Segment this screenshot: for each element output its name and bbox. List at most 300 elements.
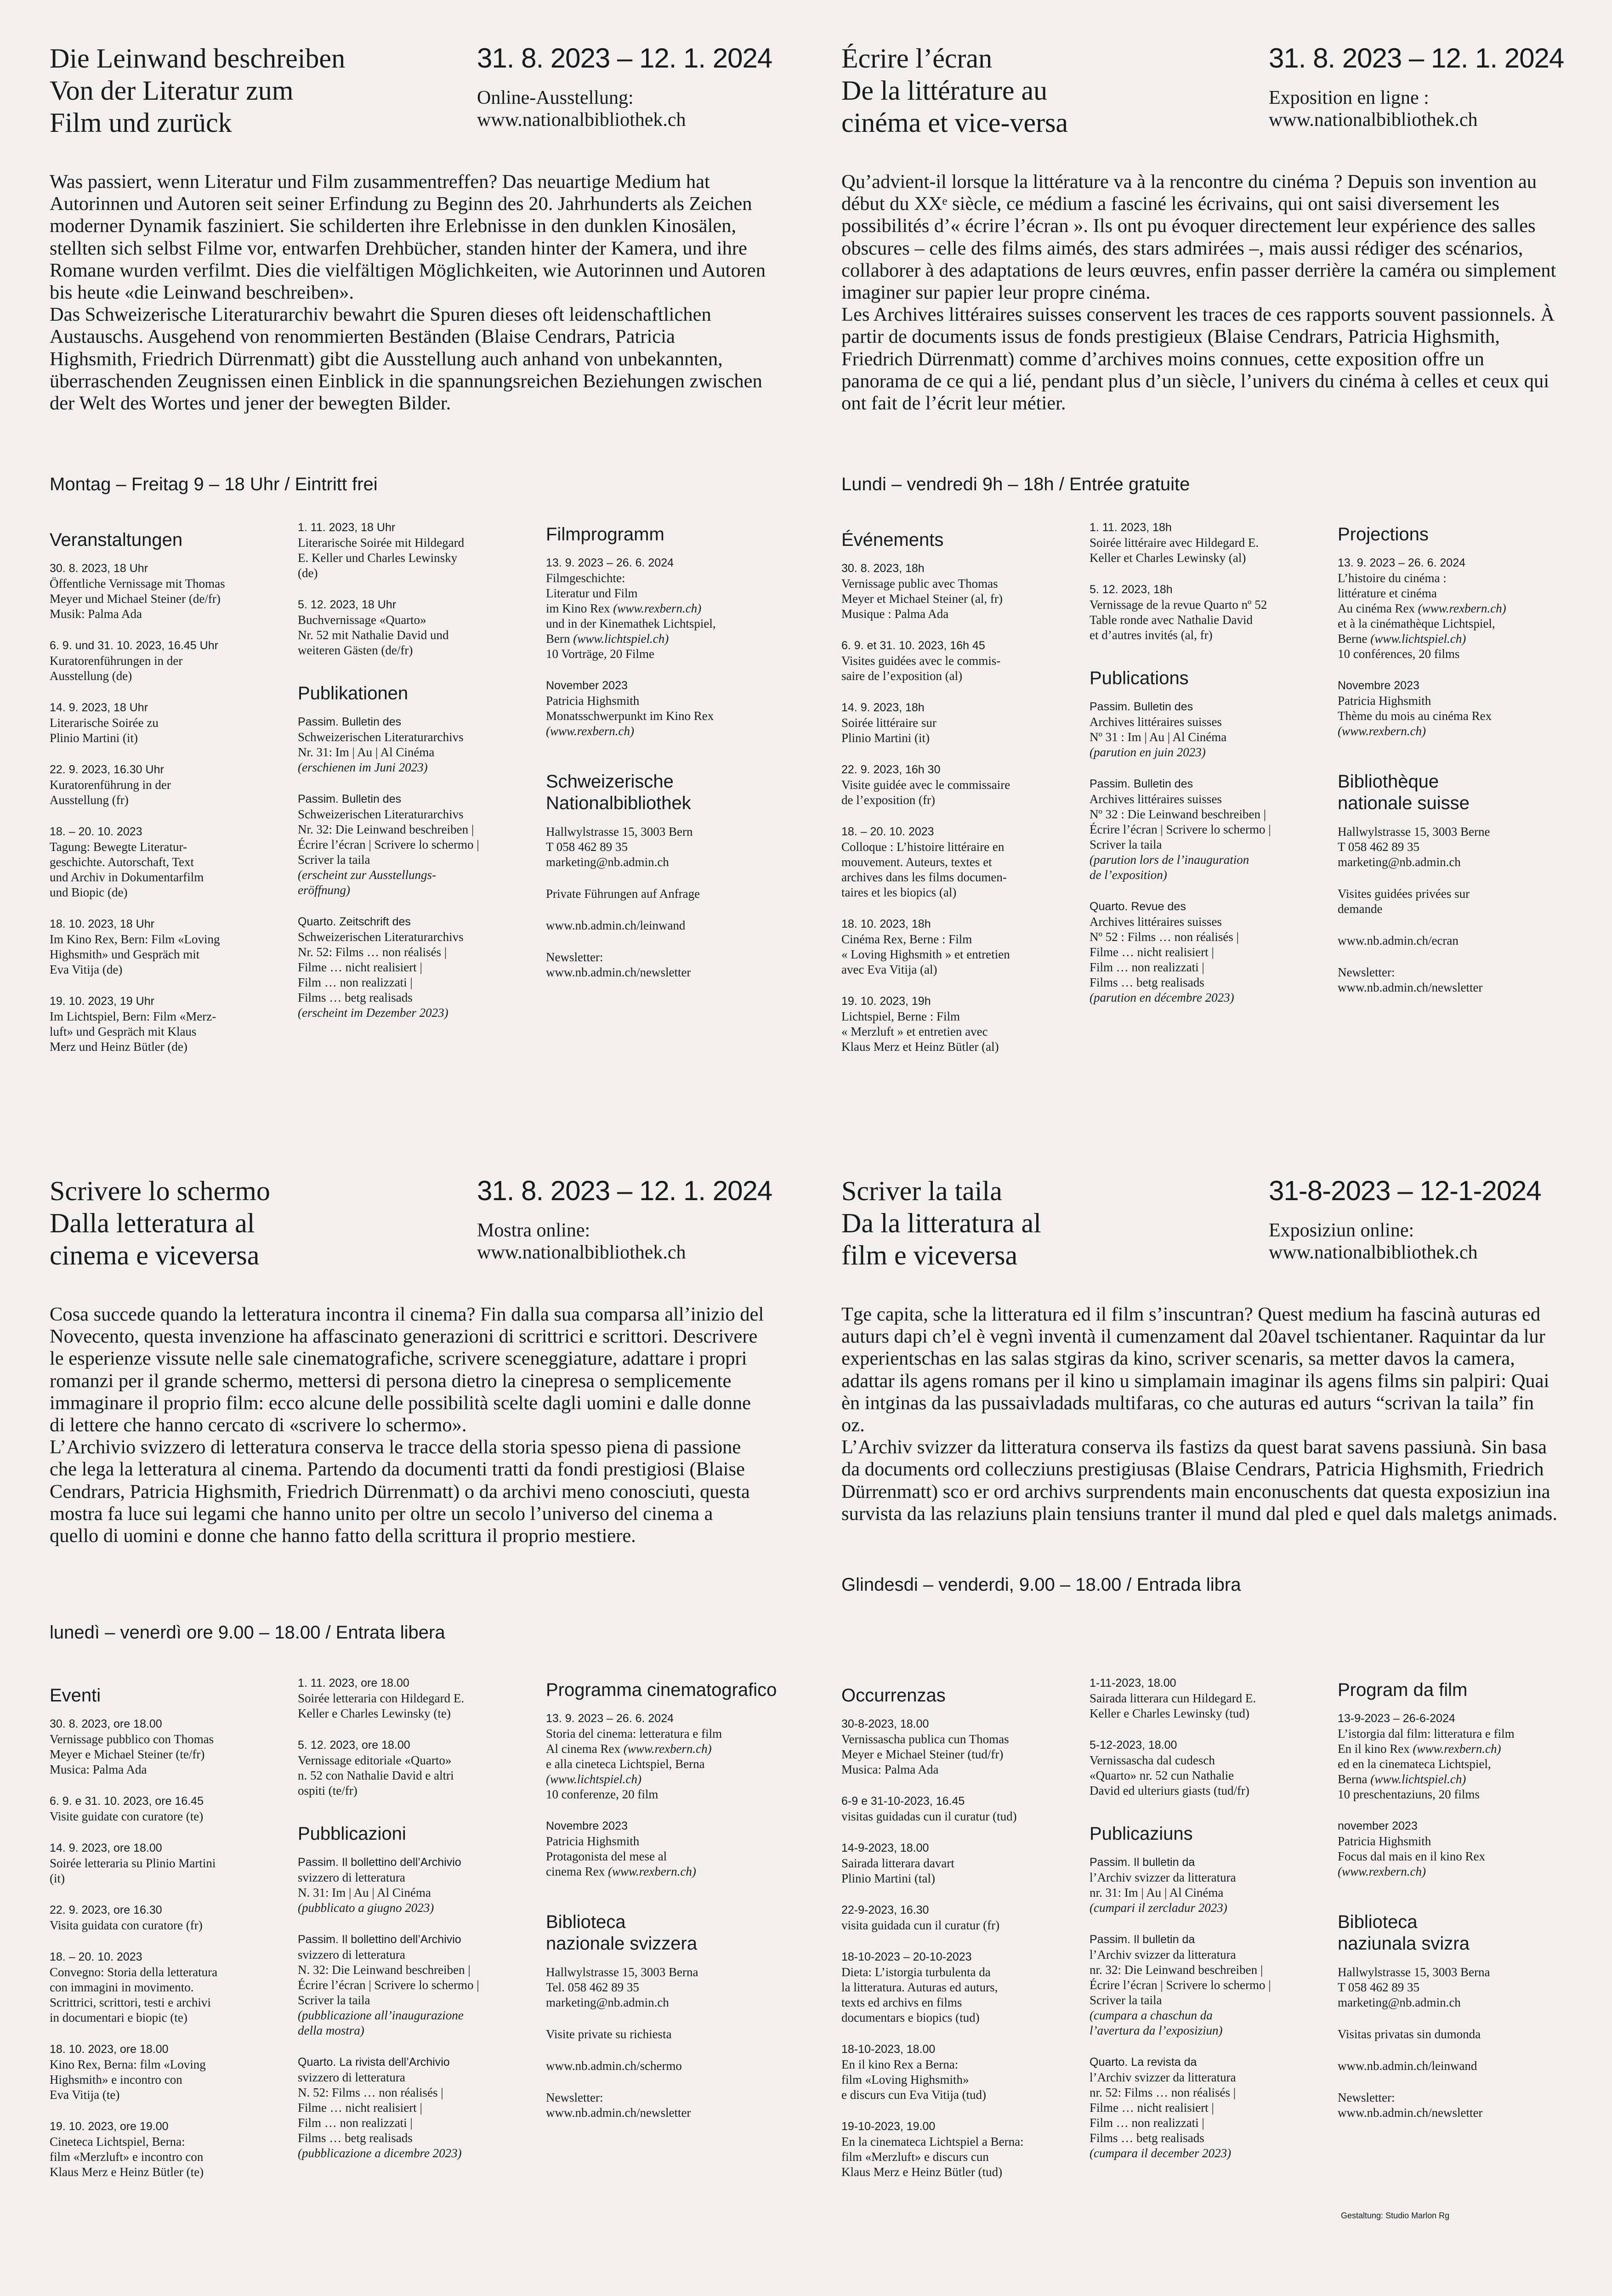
library-text: Newsletter:	[546, 2091, 603, 2104]
events-heading: Eventi	[50, 1685, 101, 1706]
event-text: Meyer et Michael Steiner (al, fr)	[841, 592, 1003, 606]
event-text: E. Keller und Charles Lewinsky	[298, 551, 458, 565]
publication-text: N. 31: Im | Au | Al Cinéma	[298, 1886, 431, 1899]
intro-text	[50, 171, 766, 414]
publication-text: Passim. Bulletin des	[1090, 777, 1193, 790]
film-date: Novembre 2023	[1338, 679, 1419, 692]
event-date: 19. 10. 2023, ore 19.00	[50, 2120, 169, 2133]
event-text: Im Lichtspiel, Bern: Film «Merz-	[50, 1009, 216, 1023]
publication-text: Scriver la taila	[298, 853, 370, 867]
title-line: film e viceversa	[841, 1240, 1018, 1270]
publications-heading: Publications	[1090, 668, 1189, 688]
library-heading-line: Bibliothèque	[1338, 771, 1439, 792]
exhibition-dates: 31. 8. 2023 – 12. 1. 2024	[1269, 43, 1564, 74]
title-line: Scriver la taila	[841, 1176, 1002, 1206]
event-text: luft» und Gespräch mit Klaus	[50, 1025, 197, 1038]
library-info	[1338, 2058, 1595, 2074]
italic-text: (www.lichtspiel.ch)	[573, 632, 669, 646]
event-text: Ausstellung (de)	[50, 669, 132, 683]
film-library-column	[1338, 524, 1595, 1012]
title-line: De la littérature au	[841, 75, 1048, 106]
publication-text: l’Archiv svizzer da litteratura	[1090, 2070, 1236, 2084]
events-publications-column	[298, 1676, 537, 2177]
publication-note: (erscheint zur Ausstellungs-	[298, 868, 436, 882]
publication-note: (erscheint im Dezember 2023)	[298, 1006, 448, 1020]
library-text: www.nb.admin.ch/newsletter	[1338, 2106, 1483, 2120]
library-info	[1338, 965, 1595, 995]
event-date: 5-12-2023, 18.00	[1090, 1739, 1177, 1752]
title-line: Scrivere lo schermo	[50, 1176, 270, 1206]
publication-text: svizzero di letteratura	[298, 2070, 405, 2084]
event-text: und Archiv in Dokumentarfilm	[50, 870, 204, 884]
event-item	[841, 1841, 1085, 1886]
library-heading-line: Biblioteca	[546, 1912, 626, 1932]
publication-text: Scriver la taila	[1090, 1993, 1162, 2007]
event-date: 18. – 20. 10. 2023	[50, 1950, 142, 1963]
exhibition-dates: 31-8-2023 – 12-1-2024	[1269, 1175, 1541, 1206]
event-item	[50, 1794, 293, 1824]
publication-text: nr. 52: Films … non réalisés |	[1090, 2086, 1236, 2099]
publication-note: (erschienen im Juni 2023)	[298, 760, 428, 774]
publication-text: Passim. Bulletin des	[298, 715, 402, 728]
event-item	[1090, 1676, 1328, 1721]
library-text: Visite private su richiesta	[546, 2027, 672, 2041]
publication-text: svizzero di letteratura	[298, 1948, 405, 1962]
events-heading: Occurrenzas	[841, 1685, 946, 1706]
publication-note: de l’exposition)	[1090, 868, 1167, 882]
library-info	[1338, 2027, 1595, 2042]
event-item	[841, 1794, 1085, 1824]
event-item	[1090, 582, 1328, 643]
event-text: taires et les biopics (al)	[841, 885, 957, 899]
library-info	[546, 918, 803, 933]
publication-text: Film … non realizzati |	[298, 2116, 413, 2130]
publication-text: Archives littéraires suisses	[1090, 715, 1222, 729]
film-text: Patricia Highsmith	[546, 1834, 640, 1848]
event-text: Meyer e Michael Steiner (tud/fr)	[841, 1747, 1004, 1761]
film-date: 13. 9. 2023 – 26. 6. 2024	[546, 556, 674, 569]
event-date: 14. 9. 2023, 18h	[841, 701, 925, 714]
events-heading: Veranstaltungen	[50, 530, 183, 550]
italic-text: (www.lichtspiel.ch)	[1370, 632, 1466, 646]
film-text: 10 conférences, 20 films	[1338, 647, 1460, 661]
italic-text: (www.rexbern.ch)	[1413, 1742, 1501, 1756]
event-date: 1. 11. 2023, 18h	[1090, 521, 1172, 534]
event-text: Kuratorenführung in der	[50, 778, 171, 792]
event-item	[50, 1717, 293, 1777]
publication-text: Films … betg realisads	[1090, 975, 1204, 989]
film-text: En il kino Rex (www.rexbern.ch)	[1338, 1742, 1501, 1756]
film-text: et à la cinémathèque Lichtspiel,	[1338, 617, 1495, 630]
event-text: Vernissage public avec Thomas	[841, 577, 998, 590]
publication-note: (cumpari il zercladur 2023)	[1090, 1901, 1227, 1915]
event-text: Buchvernissage «Quarto»	[298, 613, 426, 627]
publications-heading: Publicaziuns	[1090, 1824, 1193, 1844]
library-text: www.nb.admin.ch/newsletter	[1338, 981, 1483, 994]
event-item	[50, 1950, 293, 2025]
publication-text: Archives littéraires suisses	[1090, 792, 1222, 806]
intro-paragraph: Les Archives littéraires suisses conservent les traces de ces rapports souvent passionnels. À partir de documents issus de fonds prestigieux (Blaise Cendrars, Patricia Highsmith, Friedrich Dürrenmatt) comme d’archives moins connues, cette exposition offre un panorama de ce qui a lié, pendant plus d’un siècle, l’univers du cinéma à celles et ceux qui ont fait de l’écrit leur métier.	[841, 304, 1555, 414]
library-text: Newsletter:	[1338, 965, 1395, 979]
event-item	[298, 1676, 537, 1721]
event-date: 18. – 20. 10. 2023	[841, 825, 934, 838]
film-text: littérature et cinéma	[1338, 586, 1437, 600]
library-text: Hallwylstrasse 15, 3003 Berna	[546, 1965, 698, 1979]
online-line: www.nationalbibliothek.ch	[477, 1242, 686, 1263]
event-date: 1-11-2023, 18.00	[1090, 1677, 1176, 1689]
event-date: 18-10-2023, 18.00	[841, 2043, 936, 2056]
event-text: Merz und Heinz Bütler (de)	[50, 1040, 187, 1054]
film-library-column	[546, 524, 803, 997]
publication-text: Schweizerischen Literaturarchivs	[298, 930, 464, 944]
online-line: www.nationalbibliothek.ch	[1269, 109, 1478, 130]
event-text: Vernissascha publica cun Thomas	[841, 1732, 1009, 1746]
online-exhibition	[477, 1219, 686, 1264]
online-line: Mostra online:	[477, 1220, 590, 1241]
event-date: 30. 8. 2023, 18h	[841, 562, 925, 575]
publication-item	[1090, 1855, 1328, 1916]
event-item	[50, 994, 293, 1054]
film-text	[1338, 1864, 1595, 1879]
event-date: 6. 9. e 31. 10. 2023, ore 16.45	[50, 1795, 204, 1808]
library-heading	[546, 771, 803, 814]
event-text: Vernissage de la revue Quarto nº 52	[1090, 598, 1267, 612]
library-heading	[1338, 1911, 1595, 1955]
library-text: www.nb.admin.ch/leinwand	[1338, 2059, 1477, 2073]
film-text: 10 preschentaziuns, 20 films	[1338, 1787, 1480, 1801]
library-text: T 058 462 89 35	[1338, 840, 1420, 854]
film-date: November 2023	[546, 679, 628, 692]
publication-text: Passim. Bulletin des	[1090, 700, 1193, 713]
event-text: visitas guidadas cun il curatur (tud)	[841, 1809, 1017, 1823]
event-date: 1. 11. 2023, 18 Uhr	[298, 521, 396, 534]
event-item	[841, 1717, 1085, 1777]
event-item	[841, 994, 1085, 1054]
library-info	[546, 2027, 803, 2042]
exhibition-title	[50, 1175, 463, 1271]
publication-text: Nr. 31: Im | Au | Al Cinéma	[298, 745, 435, 759]
library-text: marketing@nb.admin.ch	[1338, 855, 1461, 869]
library-heading-line: Biblioteca	[1338, 1912, 1418, 1932]
film-item	[1338, 678, 1595, 739]
film-text: Bern (www.lichtspiel.ch)	[546, 632, 669, 646]
exhibition-dates: 31. 8. 2023 – 12. 1. 2024	[477, 1175, 772, 1206]
publication-text: Films … betg realisads	[298, 2131, 413, 2145]
event-text: ospiti (te/fr)	[298, 1784, 358, 1797]
event-text: Sairada litterara davart	[841, 1856, 954, 1870]
publication-text: Film … non realizzati |	[298, 975, 413, 989]
italic-text: (www.rexbern.ch)	[546, 724, 634, 738]
event-text: Meyer und Michael Steiner (de/fr)	[50, 592, 221, 606]
intro-paragraph: Was passiert, wenn Literatur und Film zusammentreffen? Das neuartige Medium hat Autorinnen und Autoren seit seiner Erfindung zu Beginn des 20. Jahrhunderts als Zeichen moderner Dynamik fasziniert. Sie schilderten ihre Erlebnisse in den dunklen Kinosälen, stellten sich selbst Filme vor, entwarfen Drehbücher, standen hinter der Kamera, und ihre Romane wurden verfilmt. Dies die vielfältigen Möglichkeiten, wie Autorinnen und Autoren bis heute «die Leinwand beschreiben».	[50, 171, 766, 304]
event-date: 22. 9. 2023, 16.30 Uhr	[50, 763, 164, 776]
event-date: 30. 8. 2023, 18 Uhr	[50, 562, 148, 575]
film-text: Protagonista del mese al	[546, 1849, 667, 1863]
opening-hours: Montag – Freitag 9 – 18 Uhr / Eintritt frei	[50, 474, 378, 494]
event-item	[50, 762, 293, 808]
event-date: 19. 10. 2023, 19h	[841, 995, 931, 1008]
event-item	[298, 1738, 537, 1798]
publication-item	[298, 1932, 537, 2038]
event-date: 18. – 20. 10. 2023	[50, 825, 142, 838]
film-text: Thème du mois au cinéma Rex	[1338, 709, 1492, 723]
publication-item	[1090, 899, 1328, 1005]
film-text: Patricia Highsmith	[1338, 1834, 1431, 1848]
publication-note: (pubblicato a giugno 2023)	[298, 1901, 434, 1915]
event-text: Musik: Palma Ada	[50, 607, 142, 621]
event-text: Öffentliche Vernissage mit Thomas	[50, 577, 225, 590]
event-text: Visite guidate con curatore (te)	[50, 1809, 204, 1823]
event-item	[50, 917, 293, 977]
publication-text: nr. 31: Im | Au | Al Cinéma	[1090, 1886, 1224, 1899]
publication-text: Archives littéraires suisses	[1090, 915, 1222, 929]
event-text: Kuratorenführungen in der	[50, 654, 183, 668]
title-line: Écrire l’écran	[841, 43, 993, 74]
library-heading-line: nationale suisse	[1338, 793, 1470, 813]
publication-text: svizzero di letteratura	[298, 1871, 405, 1884]
film-date: 13-9-2023 – 26-6-2024	[1338, 1712, 1455, 1725]
event-item	[50, 2042, 293, 2103]
event-text: Soirée littéraire sur	[841, 716, 937, 730]
title-line: cinema e viceversa	[50, 1240, 260, 1270]
event-item	[841, 762, 1085, 808]
publication-text: Filme … nicht realisiert |	[1090, 945, 1214, 959]
event-item	[841, 700, 1085, 746]
publications-heading: Pubblicazioni	[298, 1824, 406, 1844]
publication-text: Films … betg realisads	[1090, 2131, 1204, 2145]
event-item	[50, 561, 293, 622]
event-text: Vernissage pubblico con Thomas	[50, 1732, 214, 1746]
title-line: Von der Literatur zum	[50, 75, 294, 106]
events-publications-column	[1090, 1676, 1328, 2177]
exhibition-dates: 31. 8. 2023 – 12. 1. 2024	[477, 43, 772, 74]
events-column	[50, 1685, 293, 2196]
film-text: Au cinéma Rex (www.rexbern.ch)	[1338, 601, 1506, 615]
event-text: Keller e Charles Lewinsky (tud)	[1090, 1706, 1249, 1720]
publication-text: Film … non realizzati |	[1090, 960, 1204, 974]
film-text: Storia del cinema: letteratura e film	[546, 1727, 722, 1740]
library-heading-line: naziunala svizra	[1338, 1933, 1470, 1954]
event-text: mouvement. Auteurs, textes et	[841, 855, 992, 869]
publication-text: Film … non realizzati |	[1090, 2116, 1204, 2130]
event-text: Visita guidata con curatore (fr)	[50, 1918, 203, 1932]
film-item	[1338, 1711, 1595, 1802]
event-date: 6-9 e 31-10-2023, 16.45	[841, 1795, 965, 1808]
event-text: «Quarto» nr. 52 cun Nathalie	[1090, 1769, 1234, 1782]
event-text: (de)	[298, 566, 318, 580]
library-text: marketing@nb.admin.ch	[546, 1996, 669, 2009]
publication-note: (cumpara il december 2023)	[1090, 2146, 1232, 2160]
exhibition-title	[841, 1175, 1255, 1271]
event-text: film «Loving Highsmith»	[841, 2073, 969, 2086]
publications-heading: Publikationen	[298, 683, 409, 703]
library-info	[1338, 933, 1595, 948]
event-text: Ausstellung (fr)	[50, 793, 129, 807]
publication-text: l’Archiv svizzer da litteratura	[1090, 1871, 1236, 1884]
events-heading: Événements	[841, 530, 944, 550]
publication-item	[298, 1855, 537, 1916]
publication-note: eröffnung)	[298, 883, 350, 897]
event-date: 19-10-2023, 19.00	[841, 2120, 936, 2133]
italic-text: (www.lichtspiel.ch)	[1370, 1772, 1466, 1786]
event-text: Vernissascha dal cudesch	[1090, 1753, 1215, 1767]
publication-text: Quarto. Revue des	[1090, 900, 1186, 913]
film-item	[546, 1819, 803, 1879]
film-program-heading: Projections	[1338, 524, 1429, 544]
library-text: Newsletter:	[546, 950, 603, 964]
publication-text: Quarto. Zeitschrift des	[298, 915, 411, 928]
publication-text: N. 52: Films … non réalisés |	[298, 2086, 443, 2099]
publication-item	[298, 792, 537, 898]
library-text: www.nb.admin.ch/newsletter	[546, 2106, 691, 2120]
film-text	[1338, 724, 1595, 739]
event-item	[50, 700, 293, 746]
event-item	[298, 520, 537, 581]
publication-text: Schweizerischen Literaturarchivs	[298, 730, 464, 744]
library-heading	[1338, 771, 1595, 814]
intro-text	[50, 1304, 766, 1547]
event-text: Lichtspiel, Berne : Film	[841, 1009, 960, 1023]
publication-note: l’avertura da l’exposiziun)	[1090, 2024, 1223, 2037]
event-text: Nr. 52 mit Nathalie David und	[298, 628, 449, 642]
film-date: 13. 9. 2023 – 26. 6. 2024	[546, 1712, 674, 1725]
film-date: november 2023	[1338, 1820, 1418, 1832]
library-text: Hallwylstrasse 15, 3003 Berne	[1338, 825, 1490, 839]
film-date: 13. 9. 2023 – 26. 6. 2024	[1338, 556, 1466, 569]
library-text: www.nb.admin.ch/ecran	[1338, 934, 1459, 947]
online-line: www.nationalbibliothek.ch	[477, 109, 686, 130]
library-info	[1338, 824, 1595, 870]
event-text: documentars e biopics (tud)	[841, 2011, 980, 2024]
intro-paragraph: Cosa succede quando la letteratura incontra il cinema? Fin dalla sua comparsa all’inizio del Novecento, questa invenzione ha affascinato generazioni di scrittrici e scrittori. Descrivere le esperienze vissute nelle sale cinematografiche, scrivere sceneggiature, adattare i propri romanzi per il grande schermo, mettersi di persona dietro la cinepresa o semplicemente immaginare il proprio film: ecco alcune delle possibilità scelte dagli uomini e dalle donne di lettere che hanno cercato di «scrivere lo schermo».	[50, 1304, 764, 1436]
film-text: 10 Vorträge, 20 Filme	[546, 647, 654, 661]
library-heading-line: Nationalbibliothek	[546, 793, 691, 813]
publication-note: della mostra)	[298, 2024, 364, 2037]
film-program-heading: Programma cinematografico	[546, 1680, 777, 1700]
publication-note: (parution en juin 2023)	[1090, 745, 1206, 759]
intro-paragraph: Tge capita, sche la litteratura ed il film s’inscuntran? Quest medium ha fascinà auturas ed auturs dapi ch’el è vegnì inventà il cumenzament dal 20avel tschientaner. Raquintar da lur experientschas en las salas stgiras da kino, scriver scenaris, sa metter davos la camera, adattar ils agens romans per il kino u simplamain imaginar ils agens films sin palpiri: Quai èn intginas da las pussaivladads multifaras, co che auturas ed auturs “scrivan la taila” fin oz.	[841, 1304, 1550, 1436]
event-item	[841, 1950, 1085, 2025]
publication-text: l’Archiv svizzer da litteratura	[1090, 1948, 1236, 1962]
publication-text: Écrire l’écran | Scrivere lo schermo |	[1090, 822, 1271, 836]
event-text: geschichte. Autorschaft, Text	[50, 855, 194, 869]
film-text	[546, 724, 803, 739]
film-text: Al cinema Rex (www.rexbern.ch)	[546, 1742, 712, 1756]
publication-text: Filme … nicht realisiert |	[298, 2101, 422, 2115]
italic-text: (www.lichtspiel.ch)	[546, 1772, 641, 1786]
event-text: Soirée letteraria con Hildegard E.	[298, 1691, 465, 1705]
exhibition-title	[50, 42, 463, 139]
design-credit: Gestaltung: Studio Marlon Rg	[1341, 2211, 1450, 2220]
publication-text: Passim. Bulletin des	[298, 793, 402, 805]
film-item	[1338, 1819, 1595, 1879]
event-date: 5. 12. 2023, 18 Uhr	[298, 598, 397, 611]
event-text: Table ronde avec Nathalie David	[1090, 613, 1253, 627]
film-text: L’istorgia dal film: litteratura e film	[1338, 1727, 1515, 1740]
publication-text: Scriver la taila	[298, 1993, 370, 2007]
event-text: Keller e Charles Lewinsky (te)	[298, 1706, 451, 1720]
event-item	[841, 638, 1085, 684]
film-item	[546, 1711, 803, 1802]
publication-text: Passim. Il bollettino dell’Archivio	[298, 1933, 461, 1946]
event-text: Kino Rex, Berna: film «Loving	[50, 2058, 206, 2071]
event-item	[1090, 1738, 1328, 1798]
event-text: En il kino Rex a Berna:	[841, 2058, 959, 2071]
event-date: 6. 9. et 31. 10. 2023, 16h 45	[841, 639, 985, 652]
library-info	[1338, 886, 1595, 917]
library-heading	[546, 1911, 803, 1955]
event-text: con immagini in movimento.	[50, 1980, 194, 1994]
publication-text: Scriver la taila	[1090, 838, 1162, 851]
library-heading-line: nazionale svizzera	[546, 1933, 698, 1954]
event-text: Musique : Palma Ada	[841, 607, 949, 621]
intro-text	[841, 1304, 1558, 1525]
event-item	[50, 2119, 293, 2180]
event-text: Visite guidée avec le commissaire	[841, 778, 1010, 792]
publication-item	[1090, 2055, 1328, 2161]
publication-text: Films … betg realisads	[298, 991, 413, 1004]
event-text: Musica: Palma Ada	[841, 1763, 939, 1776]
library-info	[1338, 2090, 1595, 2120]
italic-text: (www.rexbern.ch)	[623, 1742, 712, 1756]
publication-note: (parution en décembre 2023)	[1090, 991, 1234, 1004]
film-text: 10 conferenze, 20 film	[546, 1787, 658, 1801]
event-text: e discurs cun Eva Vitija (tud)	[841, 2088, 987, 2102]
event-item	[50, 1841, 293, 1886]
intro-paragraph: Qu’advient-il lorsque la littérature va à la rencontre du cinéma ? Depuis son invention au début du XXᵉ siècle, ce médium a fasciné les écrivains, qui ont saisi diversement les possibilités d’« écrire l’écran ». Ils ont pu évoquer directement leur expérience des salles obscures – celle des films aimés, des stars admirées –, mais aussi rédiger des scénarios, collaborer à des adaptations de leurs œuvres, enfin passer derrière la caméra ou simplement imaginer sur papier leur propre cinéma.	[841, 171, 1556, 304]
italic-text: (www.rexbern.ch)	[1418, 601, 1506, 615]
event-date: 18. 10. 2023, ore 18.00	[50, 2043, 169, 2056]
publication-text: Quarto. La rivista dell’Archivio	[298, 2056, 450, 2069]
publication-text: Écrire l’écran | Scrivere lo schermo |	[298, 838, 479, 851]
event-item	[841, 2119, 1085, 2180]
online-line: Online-Ausstellung:	[477, 87, 634, 108]
opening-hours: Lundi – vendredi 9h – 18h / Entrée gratuite	[841, 474, 1190, 494]
event-text: und Biopic (de)	[50, 885, 128, 899]
event-text: Plinio Martini (tal)	[841, 1871, 935, 1885]
film-text	[546, 1772, 803, 1787]
italic-text: (www.rexbern.ch)	[1338, 724, 1426, 738]
event-text: Convegno: Storia della letteratura	[50, 1965, 218, 1979]
events-column	[841, 529, 1085, 1071]
event-text: Literarische Soirée mit Hildegard	[298, 536, 465, 550]
library-text: Private Führungen auf Anfrage	[546, 887, 700, 901]
event-text: n. 52 con Nathalie David e altri	[298, 1769, 454, 1782]
library-text: demande	[1338, 902, 1383, 916]
event-text: weiteren Gästen (de/fr)	[298, 643, 413, 657]
event-item	[298, 597, 537, 658]
film-text: L’histoire du cinéma :	[1338, 571, 1447, 585]
event-text: Highsmith» e incontro con	[50, 2073, 182, 2086]
film-program-heading: Filmprogramm	[546, 524, 664, 544]
event-date: 18. 10. 2023, 18 Uhr	[50, 918, 154, 930]
publication-note: (cumpara a chaschun da	[1090, 2008, 1213, 2022]
publication-text: Filme … nicht realisiert |	[1090, 2101, 1214, 2115]
quadrant-german	[50, 42, 831, 1163]
library-text: Visites guidées privées sur	[1338, 887, 1470, 901]
publication-text: Passim. Il bulletin da	[1090, 1933, 1195, 1946]
intro-paragraph: Das Schweizerische Literaturarchiv bewahrt die Spuren dieses oft leidenschaftlichen Austauschs. Ausgehend von renommierten Beständen (Blaise Cendrars, Patricia Highsmith, Friedrich Dürrenmatt) gibt die Ausstellung auch anhand von unbekannten, überraschenden Zeugnissen einen Einblick in die spannungsreichen Beziehungen zwischen der Welt des Wortes und jener der bewegten Bilder.	[50, 304, 762, 414]
film-text: Berna (www.lichtspiel.ch)	[1338, 1772, 1466, 1786]
publication-text: N. 32: Die Leinwand beschreiben |	[298, 1963, 471, 1977]
event-text: visita guidada cun il curatur (fr)	[841, 1918, 1000, 1932]
event-date: 14. 9. 2023, 18 Uhr	[50, 701, 148, 714]
film-text: ed en la cinemateca Lichtspiel,	[1338, 1757, 1491, 1771]
event-date: 1. 11. 2023, ore 18.00	[298, 1677, 409, 1689]
publication-note: (pubblicazione all’inaugurazione	[298, 2008, 464, 2022]
opening-hours: lunedì – venerdì ore 9.00 – 18.00 / Entrata libera	[50, 1622, 445, 1643]
publication-text: Nº 52 : Films … non réalisés |	[1090, 930, 1239, 944]
